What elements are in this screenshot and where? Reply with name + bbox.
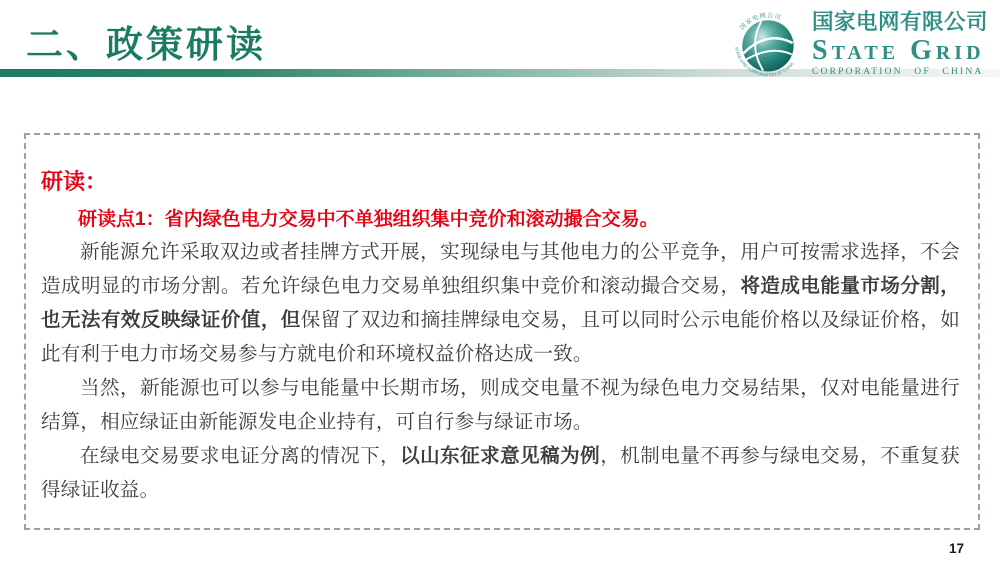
logo-company-name-en: State Grid bbox=[812, 35, 985, 66]
logo-company-name-cn: 国家电网有限公司 bbox=[812, 10, 989, 34]
globe-sphere bbox=[742, 20, 793, 71]
paragraph-3 bbox=[41, 439, 960, 507]
text-segment: 当然，新能源也可以参与电能量中长期市场，则成交电量不视为绿色电力交易结果，仅对电能量进行结算，相应绿证由新能源发电企业持有，可自行参与绿证市场。 bbox=[41, 377, 960, 433]
state-grid-globe-icon bbox=[729, 5, 805, 81]
paragraph-1 bbox=[41, 235, 960, 371]
text-segment-bold: 以山东征求意见稿为例 bbox=[400, 445, 601, 467]
text-segment-bold: 将造成电能量市场分割，也无法有效反映绿证价值，但 bbox=[41, 275, 960, 331]
text-segment: 保留了双边和摘挂牌绿电交易，且可以同时公示电能价格以及绿证价格，如此有利于电力市场交易参与方就电价和环境权益价格达成一致。 bbox=[41, 309, 960, 365]
reading-point-1-title: 研读点1：省内绿色电力交易中不单独组织集中竞价和滚动撮合交易。 bbox=[78, 209, 659, 230]
page-title: 二、政策研读 bbox=[26, 24, 266, 65]
state-grid-logo bbox=[729, 5, 988, 81]
globe-ring-text-cn: 国家电网公司 bbox=[738, 12, 783, 32]
reading-notes-box bbox=[24, 133, 980, 530]
text-segment: 在绿电交易要求电证分离的情况下， bbox=[80, 445, 401, 467]
box-heading: 研读： bbox=[41, 169, 108, 194]
page-number: 17 bbox=[948, 541, 964, 556]
logo-company-subtitle-en: CORPORATION OF CHINA bbox=[812, 67, 984, 77]
paragraph-2 bbox=[41, 371, 960, 439]
state-grid-logo-text bbox=[812, 5, 988, 77]
text-segment: 新能源允许采取双边或者挂牌方式开展，实现绿电与其他电力的公平竞争，用户可按需求选择，不会造成明显的市场分割。若允许绿色电力交易单独组织集中竞价和滚动撮合交易， bbox=[41, 241, 960, 297]
globe-ring-text-en: STATE GRID CORPORATION OF CHINA bbox=[733, 46, 795, 78]
text-segment: ，机制电量不再参与绿电交易，不重复获得绿证收益。 bbox=[41, 445, 960, 501]
